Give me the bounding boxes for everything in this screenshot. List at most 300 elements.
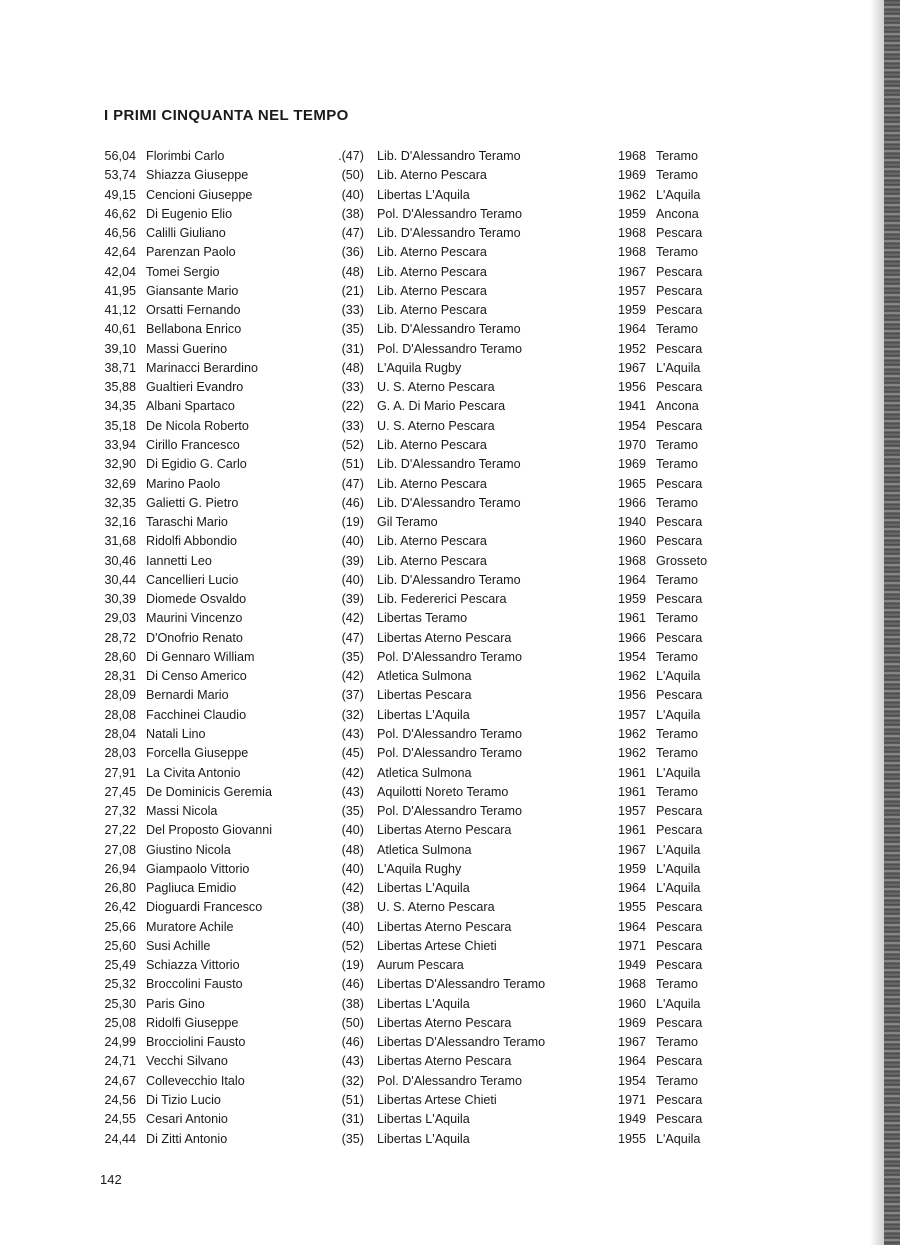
score-cell: 27,32: [104, 804, 136, 819]
athlete-age: (38): [341, 900, 364, 915]
record-city: Pescara: [656, 303, 703, 318]
record-city: Pescara: [656, 1112, 703, 1127]
club-name: Libertas Aterno Pescara: [377, 1054, 512, 1069]
athlete-age: (43): [341, 726, 364, 741]
score-cell: 42,04: [104, 264, 136, 279]
score-cell: 31,68: [104, 534, 136, 549]
record-city: Pescara: [656, 476, 703, 491]
record-year: 1959: [617, 303, 646, 318]
record-city: Teramo: [656, 977, 698, 992]
record-year: 1971: [617, 938, 646, 953]
club-name: Atletica Sulmona: [377, 669, 472, 684]
record-year: 1962: [617, 746, 646, 761]
athlete-name: Brocciolini Fausto: [146, 1035, 246, 1050]
score-cell: 25,32: [104, 977, 136, 992]
record-year: 1957: [617, 283, 646, 298]
record-year: 1959: [617, 861, 646, 876]
record-city: L'Aquila: [656, 669, 701, 684]
athlete-name: Galietti G. Pietro: [146, 495, 239, 510]
club-name: Lib. Aterno Pescara: [377, 303, 487, 318]
record-city: Teramo: [656, 149, 698, 163]
athlete-name: Ridolfi Abbondio: [146, 534, 238, 549]
athlete-age: (48): [341, 360, 364, 375]
record-year: 1956: [617, 380, 646, 395]
club-name: Pol. D'Alessandro Teramo: [377, 206, 522, 221]
table-row: [0, 1014, 880, 1033]
athlete-age: (51): [341, 1093, 364, 1108]
athlete-age: (40): [341, 187, 364, 202]
record-city: L'Aquila: [656, 765, 701, 780]
club-name: Pol. D'Alessandro Teramo: [377, 726, 522, 741]
score-cell: 25,66: [104, 919, 136, 934]
record-city: Ancona: [656, 206, 699, 221]
score-cell: 28,04: [104, 726, 136, 741]
table-row: [0, 879, 880, 898]
table-row: [0, 648, 880, 667]
club-name: Libertas Aterno Pescara: [377, 1015, 512, 1030]
record-city: Pescara: [656, 534, 703, 549]
club-name: Libertas Artese Chieti: [377, 938, 497, 953]
athlete-age: (46): [341, 1035, 364, 1050]
club-name: Lib. D'Alessandro Teramo: [377, 457, 521, 472]
table-row: [0, 590, 880, 609]
club-name: Lib. D'Alessandro Teramo: [377, 149, 521, 163]
score-cell: 56,04: [104, 149, 136, 163]
table-row: [0, 1110, 880, 1129]
athlete-name: Giansante Mario: [146, 283, 239, 298]
table-row: [0, 147, 880, 166]
athlete-name: Facchinei Claudio: [146, 707, 247, 722]
score-cell: 28,09: [104, 688, 136, 703]
athlete-name: D'Onofrio Renato: [146, 630, 243, 645]
table-row: [0, 494, 880, 513]
athlete-age: (43): [341, 1054, 364, 1069]
table-row: [0, 263, 880, 282]
club-name: Aurum Pescara: [377, 958, 464, 973]
record-city: Pescara: [656, 283, 703, 298]
score-cell: 25,08: [104, 1015, 136, 1030]
athlete-name: Vecchi Silvano: [146, 1054, 228, 1069]
athlete-name: Pagliuca Emidio: [146, 881, 237, 896]
club-name: Lib. D'Alessandro Teramo: [377, 495, 521, 510]
record-year: 1957: [617, 707, 646, 722]
record-city: Pescara: [656, 226, 703, 241]
athlete-name: Orsatti Fernando: [146, 303, 241, 318]
record-year: 1969: [617, 457, 646, 472]
club-name: Lib. Federerici Pescara: [377, 592, 507, 607]
athlete-age: (40): [341, 823, 364, 838]
athlete-name: Cancellieri Lucio: [146, 572, 239, 587]
athlete-age: (19): [341, 958, 364, 973]
table-row: [0, 995, 880, 1014]
table-row: [0, 552, 880, 571]
table-row: [0, 301, 880, 320]
record-city: Pescara: [656, 1093, 703, 1108]
athlete-age: (35): [341, 804, 364, 819]
athlete-age: (35): [341, 322, 364, 337]
athlete-age: (21): [341, 283, 364, 298]
score-cell: 24,56: [104, 1093, 136, 1108]
athlete-name: Muratore Achile: [146, 919, 234, 934]
athlete-name: La Civita Antonio: [146, 765, 241, 780]
table-row: [0, 571, 880, 590]
athlete-age: (31): [341, 1112, 364, 1127]
score-cell: 30,44: [104, 572, 136, 587]
record-year: 1960: [617, 996, 646, 1011]
club-name: Libertas L'Aquila: [377, 707, 470, 722]
athlete-age: (39): [341, 553, 364, 568]
table-row: [0, 417, 880, 436]
score-cell: 49,15: [104, 187, 136, 202]
table-row: [0, 937, 880, 956]
score-cell: 24,71: [104, 1054, 136, 1069]
record-year: 1967: [617, 360, 646, 375]
ranking-list: [0, 147, 880, 1149]
athlete-age: (46): [341, 977, 364, 992]
score-cell: 24,99: [104, 1035, 136, 1050]
record-year: 1949: [617, 958, 646, 973]
athlete-name: Massi Nicola: [146, 804, 218, 819]
athlete-age: (32): [341, 1073, 364, 1088]
club-name: Gil Teramo: [377, 515, 438, 530]
athlete-name: Del Proposto Giovanni: [146, 823, 273, 838]
record-year: 1957: [617, 804, 646, 819]
table-row: [0, 340, 880, 359]
athlete-age: (40): [341, 572, 364, 587]
club-name: Atletica Sulmona: [377, 765, 472, 780]
athlete-name: De Dominicis Geremia: [146, 784, 272, 799]
athlete-age: (35): [341, 1131, 364, 1146]
athlete-name: Giampaolo Vittorio: [146, 861, 250, 876]
athlete-name: Broccolini Fausto: [146, 977, 243, 992]
table-row: [0, 975, 880, 994]
athlete-name: Di Egidio G. Carlo: [146, 457, 247, 472]
score-cell: 39,10: [104, 341, 136, 356]
table-row: [0, 1130, 880, 1149]
record-year: 1955: [617, 1131, 646, 1146]
athlete-age: (50): [341, 1015, 364, 1030]
athlete-age: (40): [341, 919, 364, 934]
athlete-name: Iannetti Leo: [146, 553, 212, 568]
table-row: [0, 686, 880, 705]
record-city: Teramo: [656, 437, 698, 452]
athlete-age: (46): [341, 495, 364, 510]
record-city: Teramo: [656, 649, 698, 664]
table-row: [0, 320, 880, 339]
club-name: Libertas D'Alessandro Teramo: [377, 1035, 546, 1050]
record-year: 1968: [617, 245, 646, 260]
record-city: Pescara: [656, 958, 703, 973]
table-row: [0, 532, 880, 551]
score-cell: 35,18: [104, 418, 136, 433]
table-row: [0, 918, 880, 937]
athlete-name: Massi Guerino: [146, 341, 228, 356]
table-row: [0, 1033, 880, 1052]
club-name: Libertas Pescara: [377, 688, 472, 703]
score-cell: 38,71: [104, 360, 136, 375]
athlete-name: Di Eugenio Elio: [146, 206, 233, 221]
record-year: 1968: [617, 226, 646, 241]
club-name: Libertas L'Aquila: [377, 1112, 470, 1127]
record-city: L'Aquila: [656, 861, 701, 876]
record-city: Pescara: [656, 919, 703, 934]
score-cell: 24,44: [104, 1131, 136, 1146]
table-row: [0, 956, 880, 975]
club-name: Libertas L'Aquila: [377, 1131, 470, 1146]
score-cell: 26,94: [104, 861, 136, 876]
score-cell: 32,16: [104, 515, 136, 530]
club-name: Lib. D'Alessandro Teramo: [377, 226, 521, 241]
record-year: 1954: [617, 649, 646, 664]
score-cell: 34,35: [104, 399, 136, 414]
athlete-age: (42): [341, 881, 364, 896]
table-row: [0, 205, 880, 224]
table-row: [0, 1052, 880, 1071]
record-city: Teramo: [656, 168, 698, 183]
table-row: [0, 609, 880, 628]
record-year: 1964: [617, 919, 646, 934]
record-city: L'Aquila: [656, 707, 701, 722]
club-name: Libertas L'Aquila: [377, 996, 470, 1011]
record-year: 1952: [617, 341, 646, 356]
score-cell: 25,30: [104, 996, 136, 1011]
table-row: [0, 166, 880, 185]
record-city: Pescara: [656, 380, 703, 395]
table-row: [0, 455, 880, 474]
table-row: [0, 186, 880, 205]
record-year: 1959: [617, 206, 646, 221]
record-year: 1961: [617, 823, 646, 838]
record-year: 1964: [617, 322, 646, 337]
record-city: Pescara: [656, 341, 703, 356]
athlete-name: Cencioni Giuseppe: [146, 187, 253, 202]
score-cell: 27,45: [104, 784, 136, 799]
athlete-age: (47): [341, 476, 364, 491]
athlete-name: Tomei Sergio: [146, 264, 220, 279]
score-cell: 32,69: [104, 476, 136, 491]
club-name: Pol. D'Alessandro Teramo: [377, 804, 522, 819]
record-year: 1969: [617, 1015, 646, 1030]
athlete-name: Collevecchio Italo: [146, 1073, 245, 1088]
athlete-age: (33): [341, 418, 364, 433]
table-row: [0, 802, 880, 821]
record-city: Pescara: [656, 592, 703, 607]
club-name: Libertas Aterno Pescara: [377, 919, 512, 934]
record-year: 1954: [617, 418, 646, 433]
table-row: [0, 821, 880, 840]
club-name: Pol. D'Alessandro Teramo: [377, 649, 522, 664]
club-name: Libertas Aterno Pescara: [377, 823, 512, 838]
club-name: U. S. Aterno Pescara: [377, 900, 495, 915]
athlete-age: (43): [341, 784, 364, 799]
score-cell: 24,67: [104, 1073, 136, 1088]
record-year: 1967: [617, 842, 646, 857]
athlete-age: (39): [341, 592, 364, 607]
record-city: L'Aquila: [656, 881, 701, 896]
record-year: 1964: [617, 1054, 646, 1069]
score-cell: 25,60: [104, 938, 136, 953]
club-name: Libertas D'Alessandro Teramo: [377, 977, 546, 992]
table-row: [0, 860, 880, 879]
athlete-age: (47): [341, 226, 364, 241]
athlete-name: Di Zitti Antonio: [146, 1131, 228, 1146]
record-year: 1954: [617, 1073, 646, 1088]
score-cell: 27,22: [104, 823, 136, 838]
record-city: L'Aquila: [656, 360, 701, 375]
record-city: L'Aquila: [656, 996, 701, 1011]
athlete-age: (36): [341, 245, 364, 260]
club-name: Pol. D'Alessandro Teramo: [377, 746, 522, 761]
athlete-age: (40): [341, 534, 364, 549]
score-cell: 28,31: [104, 669, 136, 684]
record-city: Pescara: [656, 823, 703, 838]
score-cell: 46,62: [104, 206, 136, 221]
club-name: Libertas Aterno Pescara: [377, 630, 512, 645]
athlete-name: Schiazza Vittorio: [146, 958, 240, 973]
athlete-age: (32): [341, 707, 364, 722]
score-cell: 53,74: [104, 168, 136, 183]
score-cell: 32,90: [104, 457, 136, 472]
record-city: Ancona: [656, 399, 699, 414]
athlete-name: Bernardi Mario: [146, 688, 229, 703]
table-row: [0, 359, 880, 378]
score-cell: 28,72: [104, 630, 136, 645]
athlete-name: Cesari Antonio: [146, 1112, 228, 1127]
athlete-name: Giustino Nicola: [146, 842, 231, 857]
athlete-age: (42): [341, 765, 364, 780]
record-year: 1968: [617, 553, 646, 568]
table-row: [0, 744, 880, 763]
table-row: [0, 725, 880, 744]
athlete-age: (50): [341, 168, 364, 183]
athlete-age: (33): [341, 303, 364, 318]
athlete-name: Paris Gino: [146, 996, 205, 1011]
club-name: Lib. Aterno Pescara: [377, 553, 487, 568]
table-row: [0, 667, 880, 686]
record-city: Pescara: [656, 630, 703, 645]
athlete-name: Marino Paolo: [146, 476, 221, 491]
table-row: [0, 513, 880, 532]
club-name: U. S. Aterno Pescara: [377, 380, 495, 395]
page-title: I PRIMI CINQUANTA NEL TEMPO: [104, 107, 349, 124]
score-cell: 40,61: [104, 322, 136, 337]
record-year: 1961: [617, 784, 646, 799]
table-row: [0, 224, 880, 243]
club-name: Lib. Aterno Pescara: [377, 245, 487, 260]
athlete-name: Maurini Vincenzo: [146, 611, 243, 626]
score-cell: 28,03: [104, 746, 136, 761]
record-city: Pescara: [656, 900, 703, 915]
score-cell: 33,94: [104, 437, 136, 452]
page-number: 142: [100, 1172, 122, 1187]
athlete-age: (45): [341, 746, 364, 761]
club-name: Libertas L'Aquila: [377, 187, 470, 202]
athlete-name: De Nicola Roberto: [146, 418, 249, 433]
athlete-name: Natali Lino: [146, 726, 206, 741]
record-year: 1962: [617, 187, 646, 202]
club-name: Libertas Teramo: [377, 611, 468, 626]
club-name: Lib. Aterno Pescara: [377, 437, 487, 452]
club-name: Lib. Aterno Pescara: [377, 534, 487, 549]
record-city: Pescara: [656, 804, 703, 819]
record-year: 1968: [617, 977, 646, 992]
club-name: Libertas L'Aquila: [377, 881, 470, 896]
club-name: Lib. Aterno Pescara: [377, 283, 487, 298]
club-name: Lib. D'Alessandro Teramo: [377, 572, 521, 587]
book-binding-edge: [884, 0, 900, 1245]
athlete-age: (48): [341, 842, 364, 857]
record-city: Teramo: [656, 495, 698, 510]
record-city: Pescara: [656, 515, 703, 530]
club-name: Lib. D'Alessandro Teramo: [377, 322, 521, 337]
club-name: Lib. Aterno Pescara: [377, 168, 487, 183]
athlete-name: Di Tizio Lucio: [146, 1093, 221, 1108]
athlete-name: Florimbi Carlo: [146, 149, 225, 163]
table-row: [0, 783, 880, 802]
record-city: Grosseto: [656, 553, 708, 568]
club-name: L'Aquila Rugby: [377, 360, 462, 375]
table-row: [0, 841, 880, 860]
record-year: 1970: [617, 437, 646, 452]
athlete-age: .(47): [338, 149, 364, 163]
record-city: L'Aquila: [656, 1131, 701, 1146]
athlete-name: Taraschi Mario: [146, 515, 228, 530]
record-year: 1964: [617, 881, 646, 896]
table-row: [0, 397, 880, 416]
record-year: 1960: [617, 534, 646, 549]
record-city: Teramo: [656, 726, 698, 741]
athlete-age: (33): [341, 380, 364, 395]
score-cell: 26,80: [104, 881, 136, 896]
record-year: 1955: [617, 900, 646, 915]
record-year: 1967: [617, 1035, 646, 1050]
club-name: Pol. D'Alessandro Teramo: [377, 341, 522, 356]
athlete-age: (51): [341, 457, 364, 472]
record-city: Teramo: [656, 245, 698, 260]
record-year: 1966: [617, 495, 646, 510]
record-year: 1959: [617, 592, 646, 607]
record-city: Teramo: [656, 1035, 698, 1050]
record-city: Teramo: [656, 611, 698, 626]
record-year: 1969: [617, 168, 646, 183]
record-city: Pescara: [656, 688, 703, 703]
club-name: Atletica Sulmona: [377, 842, 472, 857]
record-year: 1956: [617, 688, 646, 703]
athlete-age: (38): [341, 206, 364, 221]
athlete-age: (47): [341, 630, 364, 645]
table-row: [0, 378, 880, 397]
score-cell: 28,08: [104, 707, 136, 722]
score-cell: 32,35: [104, 495, 136, 510]
table-row: [0, 475, 880, 494]
athlete-name: Cirillo Francesco: [146, 437, 240, 452]
athlete-age: (35): [341, 649, 364, 664]
table-row: [0, 436, 880, 455]
record-year: 1961: [617, 611, 646, 626]
athlete-age: (38): [341, 996, 364, 1011]
record-city: Teramo: [656, 572, 698, 587]
table-row: [0, 1072, 880, 1091]
record-city: Teramo: [656, 746, 698, 761]
record-year: 1965: [617, 476, 646, 491]
record-city: Teramo: [656, 457, 698, 472]
athlete-name: Diomede Osvaldo: [146, 592, 247, 607]
score-cell: 27,91: [104, 765, 136, 780]
club-name: L'Aquila Rughy: [377, 861, 462, 876]
score-cell: 28,60: [104, 649, 136, 664]
athlete-name: Calilli Giuliano: [146, 226, 226, 241]
athlete-age: (37): [341, 688, 364, 703]
